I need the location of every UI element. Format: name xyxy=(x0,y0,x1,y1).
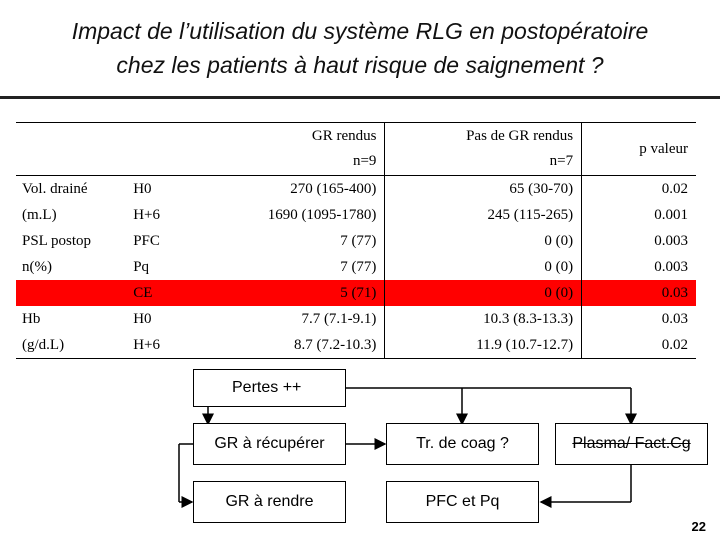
table-cell-c2: 8.7 (7.2-10.3) xyxy=(189,332,385,359)
header-pas-de-gr-n: n=7 xyxy=(549,153,574,169)
table-cell-c4: 0.03 xyxy=(661,311,688,327)
table-cell-c1: CE xyxy=(133,280,188,306)
table-cell-c2: 5 (71) xyxy=(189,280,385,306)
table-cell-c4: 0.02 xyxy=(582,332,696,359)
box-gr-recuperer: GR à récupérer xyxy=(193,423,346,465)
table-cell-c0: (g/d.L) xyxy=(16,332,133,359)
title-line-1: Impact de l’utilisation du système RLG en postopératoire xyxy=(71,18,649,44)
table-cell-c3: 0 (0) xyxy=(385,254,582,280)
header-gr-rendus-n: n=9 xyxy=(352,153,377,169)
table-cell-c3: 245 (115-265) xyxy=(385,202,582,228)
table-cell-c1: PFC xyxy=(133,233,160,249)
box-gr-rendre: GR à rendre xyxy=(193,481,346,523)
header-pas-de-gr-label: Pas de GR rendus xyxy=(466,128,574,144)
title-line-2: chez les patients à haut risque de saignement ? xyxy=(116,52,604,78)
table-cell-c1: H0 xyxy=(133,181,152,197)
box-pertes: Pertes ++ xyxy=(193,369,346,407)
box-tr-coag: Tr. de coag ? xyxy=(386,423,539,465)
table-cell-c2: 1690 (1095-1780) xyxy=(189,202,385,228)
table-cell-c4: 0.001 xyxy=(654,207,688,223)
table-cell-c3: 11.9 (10.7-12.7) xyxy=(385,332,582,359)
table-cell-c1: H0 xyxy=(133,311,152,327)
table-cell-c0: PSL postop xyxy=(22,233,92,249)
table-cell-c1: H+6 xyxy=(133,332,188,359)
table-cell-c3: 0 (0) xyxy=(385,228,582,254)
table-cell-c2: 7 (77) xyxy=(189,228,385,254)
table-cell-c4: 0.003 xyxy=(654,259,688,275)
table-cell-c1: H+6 xyxy=(133,207,160,223)
table-cell-c4: 0.03 xyxy=(582,280,696,306)
box-pfc-pq: PFC et Pq xyxy=(386,481,539,523)
table-cell-c4: 0.02 xyxy=(661,181,688,197)
table-cell-c4: 0.003 xyxy=(654,233,688,249)
header-p-valeur: p valeur xyxy=(582,123,696,176)
table-cell-c3: 10.3 (8.3-13.3) xyxy=(385,306,582,332)
header-gr-rendus-label: GR rendus xyxy=(311,128,377,144)
page-number: 22 xyxy=(691,519,706,534)
box-plasma-fact-cg: Plasma/ Fact.Cg xyxy=(555,423,708,465)
table-cell-c1: Pq xyxy=(133,259,150,275)
table-cell-c3: 65 (30-70) xyxy=(385,176,582,203)
table-cell-c0: Hb xyxy=(22,311,41,327)
table-cell-c2: 7.7 (7.1-9.1) xyxy=(189,306,385,332)
table-cell-c0: Vol. drainé xyxy=(22,181,88,197)
table-cell-c3: 0 (0) xyxy=(385,280,582,306)
table-cell-c2: 7 (77) xyxy=(189,254,385,280)
table-cell-c2: 270 (165-400) xyxy=(189,176,385,203)
table-cell-c0: n(%) xyxy=(22,259,52,275)
table-cell-c0: (m.L) xyxy=(22,207,57,223)
